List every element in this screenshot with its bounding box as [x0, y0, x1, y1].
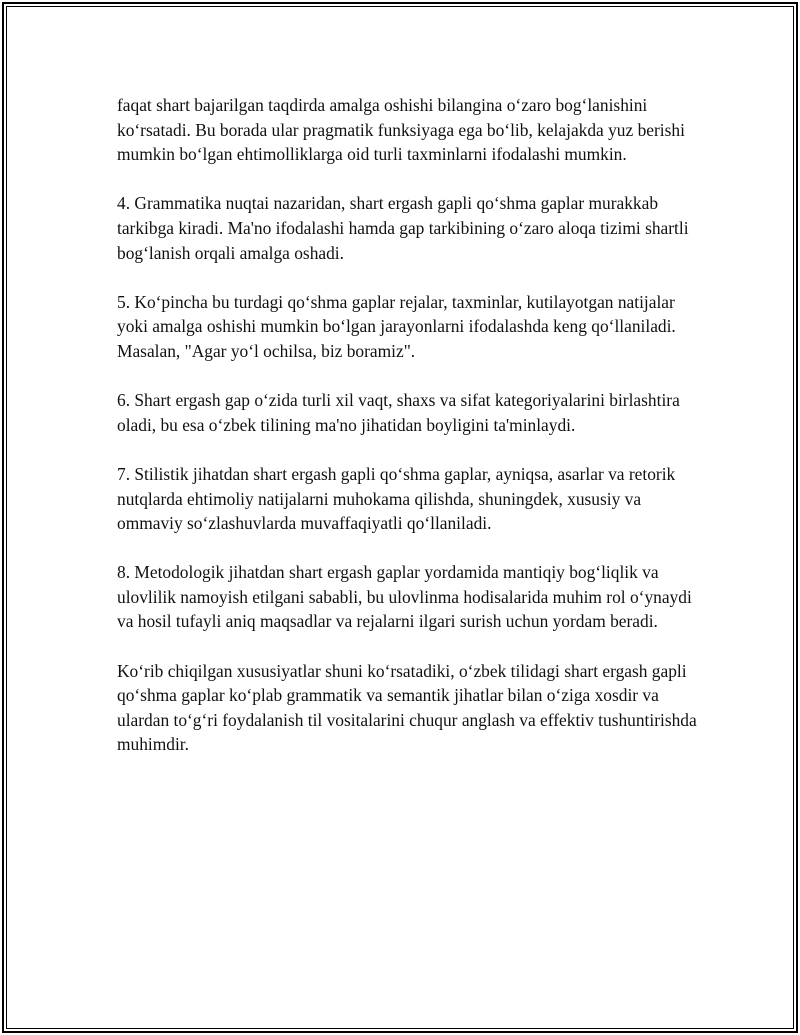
paragraph-conclusion: Koʻrib chiqilgan xususiyatlar shuni koʻrsatadiki, oʻzbek tilidagi shart ergash gapli qoʻshma gaplar koʻplab grammatik va semantik jihatlar bilan oʻziga xosdir va ulardan toʻgʻri foydalanish til vositalarini chuqur anglash va effektiv tushuntirishda muhimdir.: [117, 660, 697, 755]
paragraph-point-7: 7. Stilistik jihatdan shart ergash gapli qoʻshma gaplar, ayniqsa, asarlar va retorik nutqlarda ehtimoliy natijalarni muhokama qilishda, shuningdek, xususiy va ommaviy soʻzlashuvlarda muvaffaqiyatli qoʻllaniladi.: [117, 463, 676, 534]
document-body: [117, 93, 697, 782]
paragraph-point-8: 8. Metodologik jihatdan shart ergash gaplar yordamida mantiqiy bogʻliqlik va ulovlilik namoyish etilgani sababli, bu ulovlinma hodisalarida muhim rol oʻynaydi va hosil tufayli aniq maqsadlar va rejalarni ilgari surish uchun yordam beradi.: [117, 562, 692, 632]
paragraph-point-4: 4. Grammatika nuqtai nazaridan, shart ergash gapli qoʻshma gaplar murakkab tarkibga kiradi. Ma'no ifodalashi hamda gap tarkibining oʻzaro aloqa tizimi shartli bogʻlanish orqali amalga oshadi.: [117, 193, 689, 263]
paragraph-point-6: 6. Shart ergash gap oʻzida turli xil vaqt, shaxs va sifat kategoriyalarini birlashtira oladi, bu esa oʻzbek tilining ma'no jihatidan boyligini ta'minlaydi.: [117, 390, 680, 435]
paragraph-continuation: faqat shart bajarilgan taqdirda amalga oshishi bilangina oʻzaro bogʻlanishini koʻrsatadi. Bu borada ular pragmatik funksiyaga ega boʻlib, kelajakda yuz berishi mumkin boʻlgan ehtimolliklarga oid turli taxminlarni ifodalashi mumkin.: [117, 95, 685, 165]
paragraph-point-5: 5. Koʻpincha bu turdagi qoʻshma gaplar rejalar, taxminlar, kutilayotgan natijalar yoki amalga oshishi mumkin boʻlgan jarayonlarni ifodalashda keng qoʻllaniladi. Masalan, "Agar yoʻl ochilsa, biz boramiz".: [117, 291, 676, 361]
